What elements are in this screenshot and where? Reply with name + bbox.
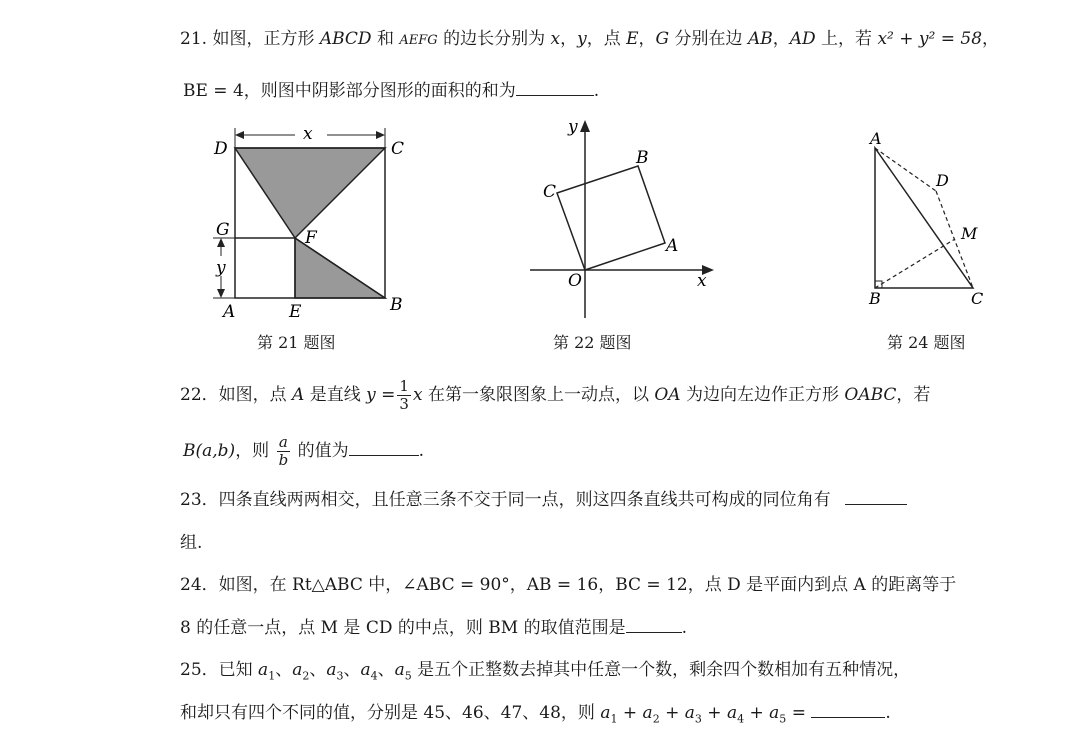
svg-text:D: D <box>214 139 228 159</box>
square-aefg <box>235 238 295 298</box>
svg-text:B: B <box>390 295 403 315</box>
svg-text:A: A <box>223 302 236 322</box>
q23-line1: 23．四条直线两两相交，且任意三条不交于同一点，则这四条直线共可构成的同位角有 <box>180 485 907 510</box>
svg-text:y: y <box>568 117 578 137</box>
svg-text:C: C <box>543 182 557 202</box>
svg-text:C: C <box>391 139 405 159</box>
q21-line2: BE = 4，则图中阴影部分图形的面积的和为 . <box>183 81 600 101</box>
svg-text:y: y <box>216 258 226 278</box>
svg-text:M: M <box>961 224 978 243</box>
q21-line1: 21. 如图，正方形 ABCD 和 AEFG 的边长分别为 x，y，点 E，G 分别在边 AB，AD 上，若 x² + y² = 58， <box>180 29 1000 49</box>
svg-text:A: A <box>870 129 882 148</box>
svg-text:E: E <box>289 302 302 322</box>
svg-text:D: D <box>936 171 949 190</box>
caption-21: 第 21 题图 <box>257 333 336 352</box>
shaded-triangle-top <box>235 148 385 238</box>
svg-text:A: A <box>666 236 679 256</box>
svg-text:x: x <box>697 271 707 291</box>
q24-line2: 8 的任意一点，点 M 是 CD 的中点，则 BM 的取值范围是 . <box>180 618 687 638</box>
svg-text:B: B <box>869 289 881 308</box>
q25-line1: 25．已知 $a_1$、$a_2$、$a_3$、$a_4$、$a_5$ 是五个正整数去掉其中任意一个数，剩余四个数相加有五种情况， <box>180 660 911 683</box>
square-oabc <box>557 166 665 270</box>
q22-line1: 22．如图，点 A 是直线 y = $\frac{1}{3}$ x 在第一象限图象上一动点，以 OA 为边向左边作正方形 OABC，若 <box>180 377 931 413</box>
figure-22 <box>510 113 730 318</box>
figure-21 <box>205 118 425 323</box>
svg-text:C: C <box>971 289 984 308</box>
svg-text:F: F <box>305 228 317 248</box>
figure-24 <box>858 128 998 313</box>
q24-line1: 24．如图，在 Rt△ABC 中，∠ABC = 90°，AB = 16，BC = 12，点 D 是平面内到点 A 的距离等于 <box>180 575 957 595</box>
answer-blank-23[interactable] <box>845 488 907 505</box>
svg-text:O: O <box>568 271 582 291</box>
svg-text:G: G <box>216 220 230 240</box>
caption-22: 第 22 题图 <box>553 333 632 352</box>
q22-line2: B(a,b)，则 $\frac{a}{b}$ 的值为 . <box>183 433 425 469</box>
answer-blank-22[interactable] <box>349 439 419 456</box>
answer-blank-25[interactable] <box>811 701 885 718</box>
answer-blank-21[interactable] <box>516 79 594 96</box>
triangle-abc <box>875 148 973 288</box>
svg-text:x: x <box>303 124 313 144</box>
answer-blank-24[interactable] <box>626 616 682 633</box>
q25-line2: 和却只有四个不同的值，分别是 45、46、47、48，则 $a_1 + a_2 + a_3 + a_4 + a_5$ = . <box>180 703 891 726</box>
caption-24: 第 24 题图 <box>887 333 966 352</box>
svg-text:B: B <box>636 148 649 168</box>
q23-line2: 组. <box>180 533 203 553</box>
